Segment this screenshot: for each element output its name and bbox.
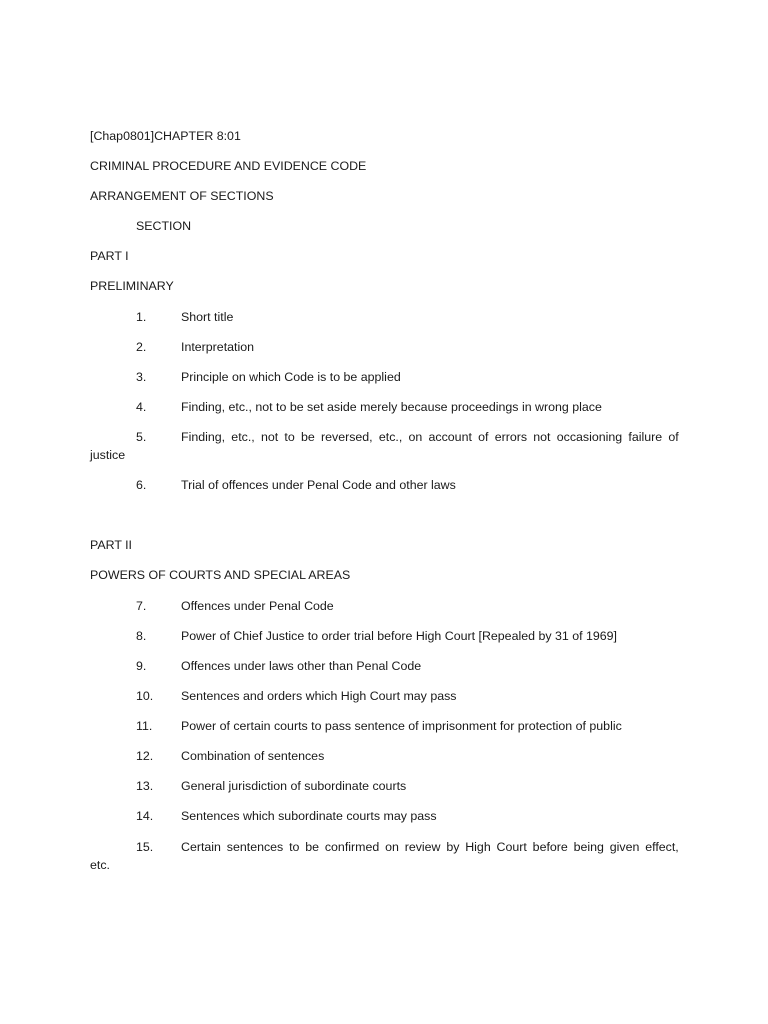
section-title-continuation: etc. [90, 858, 110, 872]
section-number: 15. [136, 840, 154, 854]
section-number: 5. [136, 430, 147, 444]
section-title-continuation: justice [90, 448, 126, 462]
section-number: 14. [136, 809, 154, 823]
part-1-heading: PRELIMINARY [90, 279, 174, 293]
section-title: Certain sentences to be confirmed on review by High Court before being given effect, [181, 840, 679, 854]
section-title: Offences under laws other than Penal Code [181, 659, 422, 673]
section-title: Combination of sentences [181, 749, 325, 763]
part-2-label: PART II [90, 538, 133, 552]
section-title: Finding, etc., not to be set aside merely because proceedings in wrong place [181, 400, 602, 414]
section-number: 12. [136, 749, 154, 763]
code-title: CRIMINAL PROCEDURE AND EVIDENCE CODE [90, 159, 367, 173]
section-number: 10. [136, 689, 154, 703]
section-number: 1. [136, 310, 147, 324]
section-number: 9. [136, 659, 147, 673]
section-number: 6. [136, 478, 147, 492]
section-number: 13. [136, 779, 154, 793]
part-2-heading: POWERS OF COURTS AND SPECIAL AREAS [90, 568, 351, 582]
section-title: Sentences which subordinate courts may pass [181, 809, 437, 823]
section-title: Principle on which Code is to be applied [181, 370, 401, 384]
section-title: Trial of offences under Penal Code and other laws [181, 478, 456, 492]
arrangement-heading: ARRANGEMENT OF SECTIONS [90, 189, 274, 203]
section-title: Power of certain courts to pass sentence of imprisonment for protection of public [181, 719, 622, 733]
section-title: Finding, etc., not to be reversed, etc., on account of errors not occasioning failure of [181, 430, 679, 444]
section-number: 8. [136, 629, 147, 643]
section-title: Offences under Penal Code [181, 599, 334, 613]
section-title: Interpretation [181, 340, 255, 354]
section-number: 7. [136, 599, 147, 613]
section-title: General jurisdiction of subordinate courts [181, 779, 407, 793]
section-number: 4. [136, 400, 147, 414]
section-number: 3. [136, 370, 147, 384]
section-number: 11. [136, 719, 153, 733]
section-title: Sentences and orders which High Court may pass [181, 689, 457, 703]
chapter-reference: [Chap0801]CHAPTER 8:01 [90, 129, 241, 143]
part-1-label: PART I [90, 249, 129, 263]
section-title: Power of Chief Justice to order trial before High Court [Repealed by 31 of 1969] [181, 629, 617, 643]
section-label: SECTION [136, 219, 192, 233]
section-title: Short title [181, 310, 234, 324]
section-number: 2. [136, 340, 147, 354]
